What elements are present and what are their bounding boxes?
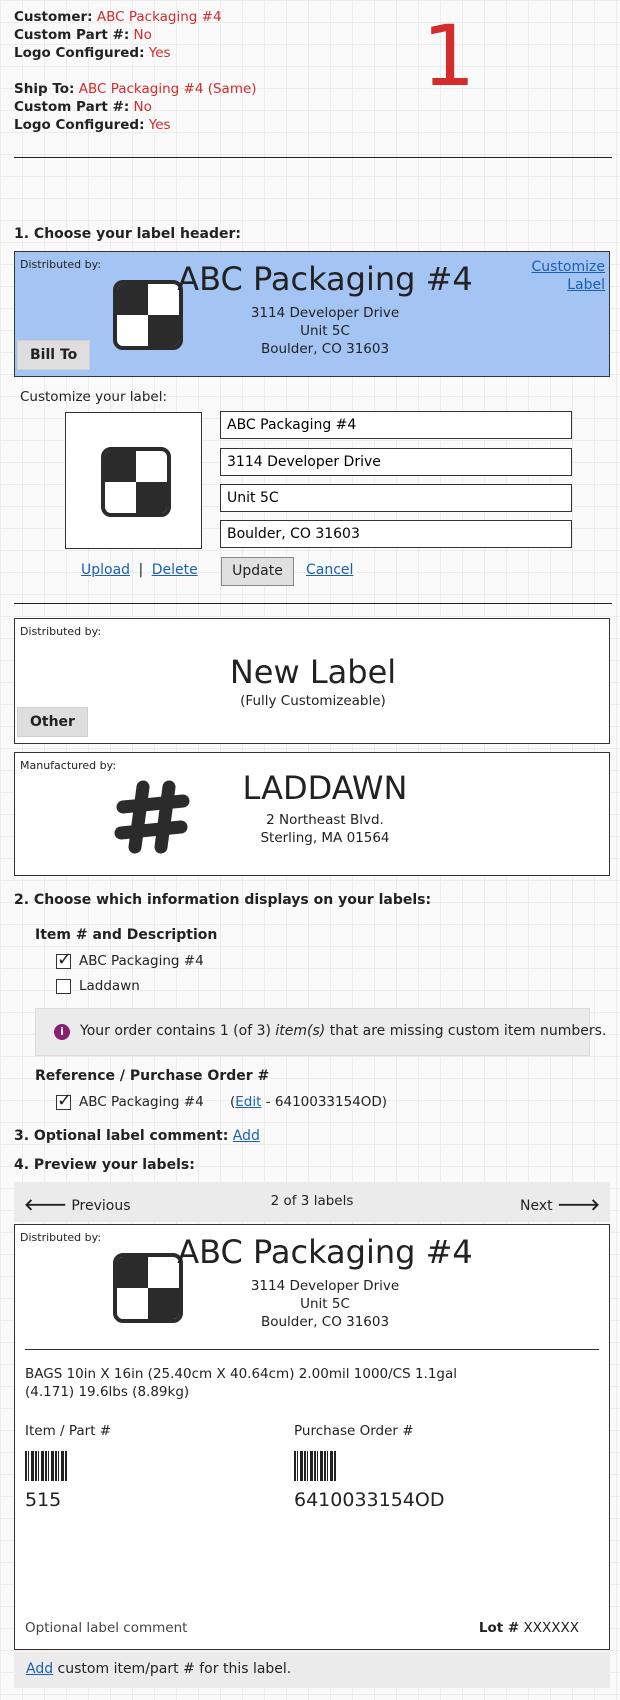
item-option-laddawn-checkbox[interactable]	[56, 979, 71, 994]
customize-link-line1[interactable]: Customize	[531, 259, 605, 275]
logo-preview-box	[65, 412, 202, 549]
customer-value: ABC Packaging #4	[96, 9, 222, 25]
label-line3-input[interactable]	[220, 484, 572, 512]
po-barcode-icon	[294, 1451, 336, 1481]
other-tag: Other	[17, 707, 88, 737]
step3-heading: 3. Optional label comment:	[14, 1128, 229, 1144]
divider	[14, 603, 612, 604]
ship-to-label: Ship To:	[14, 81, 75, 97]
previous-label: Previous	[71, 1198, 131, 1214]
add-comment-link[interactable]: Add	[232, 1128, 260, 1144]
reference-option-abc-checkbox[interactable]	[56, 1095, 71, 1110]
label-comment-placeholder: Optional label comment	[25, 1620, 188, 1636]
customer-label: Customer:	[14, 9, 93, 25]
distributed-by-text: Distributed by:	[20, 258, 102, 271]
item-barcode-icon	[25, 1451, 67, 1481]
manufacturer-address	[165, 811, 485, 847]
item-option-abc-checkbox[interactable]	[56, 954, 71, 969]
customer-summary	[14, 8, 257, 134]
distributed-by-text: Distributed by:	[20, 625, 102, 638]
delete-link[interactable]: Delete	[151, 562, 198, 578]
label-line1-input[interactable]	[220, 411, 572, 439]
reference-po-heading: Reference / Purchase Order #	[35, 1068, 270, 1084]
add-custom-item-bar	[14, 1652, 610, 1688]
item-option-abc-label: ABC Packaging #4	[79, 953, 204, 969]
preview-divider	[25, 1349, 599, 1350]
purchase-order-label: Purchase Order #	[294, 1423, 414, 1439]
manufacturer-address1: 2 Northeast Blvd.	[266, 812, 384, 828]
step3-row	[14, 1128, 260, 1144]
customize-label-heading: Customize your label:	[20, 389, 167, 405]
divider	[14, 157, 612, 158]
checkered-logo-icon	[101, 447, 171, 517]
step2-heading: 2. Choose which information displays on your labels:	[14, 892, 432, 908]
preview-counter: 2 of 3 labels	[270, 1193, 354, 1209]
other-label-option[interactable]	[14, 618, 610, 744]
update-button[interactable]: Update	[221, 557, 294, 586]
new-label-title: New Label	[229, 653, 397, 691]
logo-actions	[81, 562, 198, 578]
item-part-value: 515	[25, 1489, 62, 1511]
item-description-heading: Item # and Description	[35, 927, 218, 943]
next-label: Next	[520, 1198, 553, 1214]
reference-po-value: - 6410033154OD)	[261, 1094, 388, 1110]
preview-address2: Unit 5C	[300, 1296, 350, 1312]
reference-option-abc[interactable]	[56, 1094, 387, 1110]
customize-label-link[interactable]	[532, 258, 606, 294]
upload-link[interactable]: Upload	[81, 562, 131, 578]
manufactured-by-text: Manufactured by:	[20, 759, 117, 772]
bill-to-tag: Bill To	[17, 340, 90, 370]
bill-to-address2: Unit 5C	[300, 323, 350, 339]
logo-configured-value: Yes	[148, 45, 171, 61]
notice-text-before: Your order contains 1 (of 3)	[80, 1023, 276, 1039]
manufacturer-address2: Sterling, MA 01564	[260, 830, 390, 846]
ship-custom-part-value: No	[133, 99, 152, 115]
add-custom-item-link[interactable]: Add	[26, 1661, 54, 1677]
ship-logo-configured-label: Logo Configured:	[14, 117, 145, 133]
label-preview	[14, 1224, 610, 1650]
notice-text-italic: item(s)	[275, 1023, 326, 1039]
lot-label: Lot #	[478, 1620, 520, 1636]
ship-logo-configured-value: Yes	[148, 117, 171, 133]
bill-to-address3: Boulder, CO 31603	[260, 341, 390, 357]
missing-item-notice	[35, 1008, 607, 1056]
arrow-right-icon: 🡒	[557, 1195, 600, 1214]
add-custom-item-text: custom item/part # for this label.	[53, 1661, 292, 1677]
reference-open-paren: (	[230, 1094, 236, 1110]
item-option-abc[interactable]	[56, 953, 204, 969]
description-line1: BAGS 10in X 16in (25.40cm X 40.64cm) 2.00mil 1000/CS 1.1gal	[25, 1366, 458, 1382]
item-option-laddawn[interactable]	[56, 978, 140, 994]
bill-to-address1: 3114 Developer Drive	[250, 305, 400, 321]
purchase-order-value: 6410033154OD	[294, 1489, 445, 1511]
manufacturer-label-option[interactable]	[14, 752, 610, 876]
lot-number	[479, 1620, 579, 1636]
manufacturer-name: LADDAWN	[242, 769, 408, 807]
item-part-label: Item / Part #	[25, 1423, 112, 1439]
description-line2: (4.171) 19.6lbs (8.89kg)	[25, 1384, 190, 1400]
notice-text-after: that are missing custom item numbers.	[325, 1023, 607, 1039]
distributed-by-text: Distributed by:	[20, 1231, 102, 1244]
lot-value: XXXXXX	[523, 1620, 579, 1636]
custom-part-value: No	[133, 27, 152, 43]
preview-name: ABC Packaging #4	[177, 1233, 473, 1271]
ship-to-value: ABC Packaging #4 (Same)	[78, 81, 257, 97]
bill-to-name: ABC Packaging #4	[177, 260, 473, 298]
step-number: 1	[422, 7, 476, 105]
custom-part-label: Custom Part #:	[14, 27, 130, 43]
preview-address	[165, 1277, 485, 1331]
logo-actions-separator: |	[138, 562, 144, 578]
info-icon: i	[54, 1024, 70, 1040]
arrow-left-icon: 🡐	[24, 1195, 67, 1214]
bill-to-address	[165, 304, 485, 358]
step1-heading: 1. Choose your label header:	[14, 226, 241, 242]
customize-link-line2[interactable]: Label	[567, 277, 605, 293]
bill-to-label-option[interactable]	[14, 251, 610, 377]
step4-heading: 4. Preview your labels:	[14, 1157, 195, 1173]
cancel-link[interactable]: Cancel	[306, 562, 354, 578]
next-button[interactable]	[520, 1194, 600, 1214]
preview-pager	[14, 1182, 610, 1222]
ship-custom-part-label: Custom Part #:	[14, 99, 130, 115]
item-option-laddawn-label: Laddawn	[79, 978, 140, 994]
new-label-subtitle: (Fully Customizeable)	[240, 693, 386, 709]
product-description	[25, 1365, 457, 1401]
logo-configured-label: Logo Configured:	[14, 45, 145, 61]
reference-edit-link[interactable]: Edit	[235, 1094, 262, 1110]
preview-address1: 3114 Developer Drive	[250, 1278, 400, 1294]
label-line4-input[interactable]	[220, 520, 572, 548]
label-line2-input[interactable]	[220, 448, 572, 476]
preview-address3: Boulder, CO 31603	[260, 1314, 390, 1330]
reference-option-abc-label: ABC Packaging #4	[79, 1094, 204, 1110]
